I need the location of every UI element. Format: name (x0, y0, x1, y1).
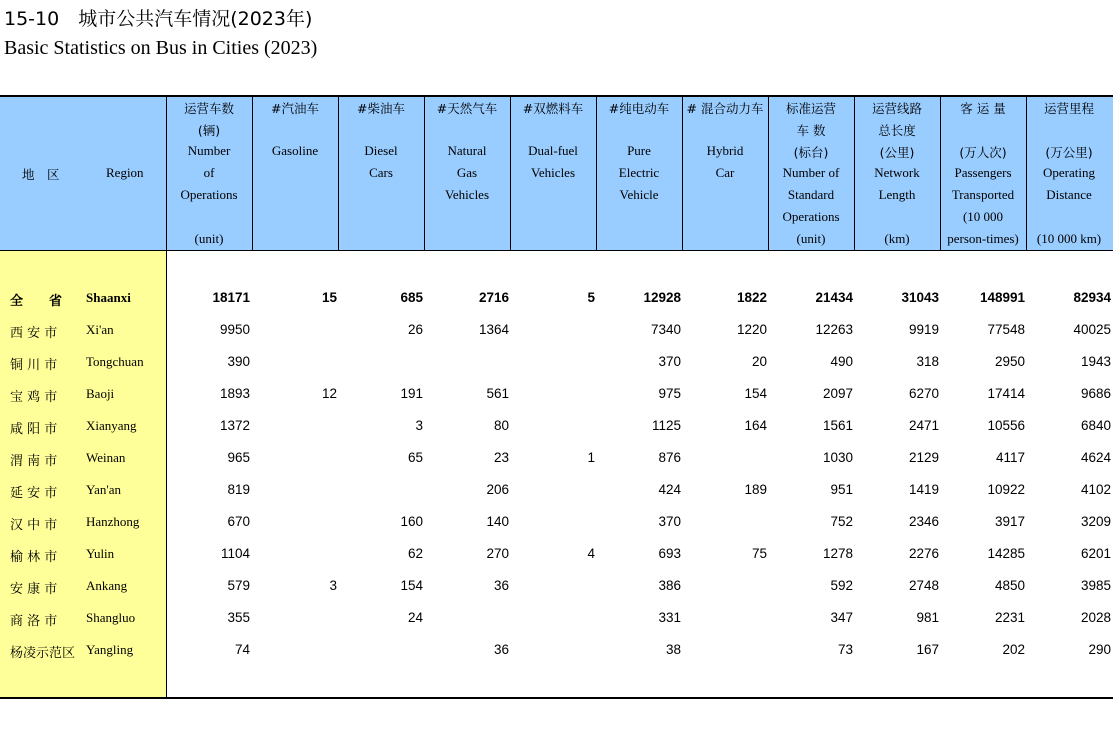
table-cell: 23 (493, 450, 509, 465)
column-header (596, 97, 682, 251)
table-cell: 14285 (987, 546, 1025, 561)
column-header-line: #柴油车 (357, 101, 405, 116)
column-header (510, 97, 596, 251)
column-header-line: (unit) (796, 231, 826, 246)
table-cell: 1419 (908, 482, 939, 497)
table-cell: 36 (493, 642, 509, 657)
table-cell: 36 (493, 578, 509, 593)
table-cell: 154 (744, 386, 767, 401)
table-cell: 9919 (908, 322, 939, 337)
table-cell: 579 (227, 578, 250, 593)
column-header-line: #双燃料车 (522, 101, 584, 116)
table-cell: 1943 (1080, 354, 1111, 369)
table-cell: 670 (227, 514, 250, 529)
table-cell: 981 (916, 610, 939, 625)
table-cell: 9686 (1080, 386, 1111, 401)
table-cell: 75 (751, 546, 767, 561)
page-title-chinese: 15-10 城市公共汽车情况(2023年) (4, 8, 313, 30)
table-cell: 12928 (643, 290, 681, 305)
column-header (854, 97, 940, 251)
table-cell: 6840 (1080, 418, 1111, 433)
region-name-cn: 榆 林 市 (10, 550, 58, 565)
region-name-en: Tongchuan (86, 354, 144, 369)
table-cell: 160 (400, 514, 423, 529)
column-header-line: 客 运 量 (960, 101, 1006, 116)
column-header-line: Transported (951, 187, 1015, 202)
column-header-line: Gas (456, 165, 478, 180)
region-name-cn: 铜 川 市 (10, 358, 58, 373)
column-header-line: 运营线路 (871, 101, 922, 116)
column-header-line: (km) (884, 231, 910, 246)
column-header (1026, 97, 1112, 251)
column-header-line: #天然气车 (436, 101, 498, 116)
table-cell: 2028 (1080, 610, 1111, 625)
table-cell: 1 (587, 450, 595, 465)
table-cell: 3 (329, 578, 337, 593)
table-row (0, 506, 1113, 538)
table-bottom-rule (0, 697, 1113, 699)
table-cell: 65 (407, 450, 423, 465)
table-cell: 4117 (995, 450, 1025, 465)
region-name-cn: 延 安 市 (10, 486, 58, 501)
table-cell: 73 (837, 642, 853, 657)
table-cell: 164 (744, 418, 767, 433)
table-cell: 2471 (908, 418, 939, 433)
column-header-line: Electric (618, 165, 660, 180)
table-row (0, 282, 1113, 314)
column-header-line: Pure (627, 143, 651, 158)
column-header-line: Standard (787, 187, 835, 202)
column-header-line: Cars (369, 165, 393, 180)
table-cell: 1278 (822, 546, 853, 561)
table-row (0, 442, 1113, 474)
table-row (0, 538, 1113, 570)
column-header-line: Network (874, 165, 920, 180)
table-cell: 1561 (822, 418, 853, 433)
region-header (0, 97, 166, 251)
table-cell: 148991 (979, 290, 1025, 305)
table-cell: 561 (486, 386, 509, 401)
table-row (0, 570, 1113, 602)
table-cell: 10556 (987, 418, 1025, 433)
column-header (424, 97, 510, 251)
column-header-line: of (203, 165, 215, 180)
table-cell: 6270 (908, 386, 939, 401)
table-cell: 3 (415, 418, 423, 433)
column-header-line: Dual-fuel (528, 143, 578, 158)
column-header-line: person-times) (947, 231, 1019, 246)
column-header-line: (公里) (879, 145, 915, 160)
column-header-line: 运营车数 (183, 101, 234, 116)
table-cell: 18171 (212, 290, 250, 305)
region-name-en: Shaanxi (86, 290, 131, 305)
column-header-line: (万公里) (1045, 145, 1093, 160)
table-cell: 3209 (1080, 514, 1111, 529)
table-cell: 1822 (736, 290, 767, 305)
region-name-en: Shangluo (86, 610, 136, 625)
table-cell: 1104 (220, 546, 250, 561)
region-name-cn: 杨凌示范区 (10, 646, 76, 661)
table-cell: 10922 (987, 482, 1025, 497)
column-header-line: Vehicles (444, 187, 490, 202)
column-header-line: #汽油车 (271, 101, 319, 116)
table-cell: 819 (227, 482, 250, 497)
table-cell: 17414 (987, 386, 1025, 401)
column-header-line: (10 000 km) (1036, 231, 1102, 246)
table-cell: 12 (321, 386, 337, 401)
table-cell: 4 (587, 546, 595, 561)
column-header-line: Diesel (364, 143, 398, 158)
column-header-line: (辆) (197, 123, 221, 138)
table-cell: 2748 (908, 578, 939, 593)
column-header-line: (标台) (793, 145, 829, 160)
table-row (0, 346, 1113, 378)
column-header-line: 标准运营 (785, 101, 836, 116)
table-cell: 167 (916, 642, 939, 657)
column-header-line: Natural (447, 143, 487, 158)
column-header-line: Number of (782, 165, 840, 180)
column-header-line: 车 数 (796, 123, 826, 138)
table-cell: 370 (658, 514, 681, 529)
table-cell: 490 (830, 354, 853, 369)
region-name-en: Baoji (86, 386, 115, 401)
column-header-line: 运营里程 (1043, 101, 1094, 116)
table-cell: 331 (658, 610, 681, 625)
table-cell: 5 (587, 290, 595, 305)
column-header-line: Car (715, 165, 735, 180)
column-header-line: # 混合动力车 (686, 101, 764, 116)
column-header (338, 97, 424, 251)
region-header-en: Region (106, 165, 144, 180)
region-name-cn: 西 安 市 (10, 326, 58, 341)
table-cell: 2231 (994, 610, 1025, 625)
table-cell: 24 (407, 610, 423, 625)
table-cell: 370 (658, 354, 681, 369)
table-cell: 951 (830, 482, 853, 497)
table-cell: 9950 (219, 322, 250, 337)
table-cell: 15 (321, 290, 337, 305)
table-cell: 693 (658, 546, 681, 561)
region-name-cn: 全 省 (10, 294, 63, 309)
table-cell: 592 (830, 578, 853, 593)
table-cell: 1220 (736, 322, 767, 337)
region-name-en: Yulin (86, 546, 115, 561)
column-header-line: (万人次) (959, 145, 1007, 160)
table-cell: 140 (486, 514, 509, 529)
table-cell: 74 (234, 642, 250, 657)
table-cell: 206 (486, 482, 509, 497)
table-cell: 355 (227, 610, 250, 625)
column-header-line: #纯电动车 (608, 101, 670, 116)
table-cell: 80 (493, 418, 509, 433)
table-cell: 4102 (1080, 482, 1111, 497)
region-name-en: Weinan (86, 450, 126, 465)
region-name-en: Hanzhong (86, 514, 140, 529)
table-row (0, 378, 1113, 410)
table-cell: 424 (658, 482, 681, 497)
table-cell: 1030 (822, 450, 853, 465)
table-cell: 26 (407, 322, 423, 337)
table-cell: 318 (916, 354, 939, 369)
table-cell: 4624 (1080, 450, 1111, 465)
column-header-line: (10 000 (962, 209, 1004, 224)
table-cell: 82934 (1073, 290, 1111, 305)
table-cell: 2346 (908, 514, 939, 529)
region-name-en: Yangling (86, 642, 134, 657)
table-cell: 685 (400, 290, 423, 305)
table-cell: 965 (227, 450, 250, 465)
table-cell: 77548 (987, 322, 1025, 337)
table-cell: 3917 (994, 514, 1025, 529)
column-header-line: Gasoline (271, 143, 319, 158)
table-cell: 2950 (994, 354, 1025, 369)
region-name-cn: 咸 阳 市 (10, 422, 58, 437)
column-header-line: Number (187, 143, 231, 158)
table-row (0, 474, 1113, 506)
region-name-en: Xi'an (86, 322, 114, 337)
table-cell: 20 (751, 354, 767, 369)
column-header (682, 97, 768, 251)
table-cell: 752 (830, 514, 853, 529)
table-cell: 1372 (219, 418, 250, 433)
region-name-en: Yan'an (86, 482, 121, 497)
table-cell: 4850 (994, 578, 1025, 593)
table-cell: 7340 (650, 322, 681, 337)
region-name-cn: 汉 中 市 (10, 518, 58, 533)
column-header-line: Vehicles (530, 165, 576, 180)
table-cell: 2716 (478, 290, 509, 305)
table-cell: 386 (658, 578, 681, 593)
table-cell: 40025 (1073, 322, 1111, 337)
table-cell: 21434 (815, 290, 853, 305)
table-cell: 154 (400, 578, 423, 593)
column-header-line: Passengers (954, 165, 1012, 180)
column-header-line: Vehicle (619, 187, 659, 202)
table-cell: 3985 (1080, 578, 1111, 593)
table-cell: 290 (1088, 642, 1111, 657)
column-header-line: (unit) (194, 231, 224, 246)
column-header-line: 总长度 (878, 123, 916, 138)
region-name-en: Ankang (86, 578, 128, 593)
table-cell: 2129 (908, 450, 939, 465)
page-title-english: Basic Statistics on Bus in Cities (2023) (4, 37, 318, 59)
table-cell: 191 (400, 386, 423, 401)
region-name-cn: 安 康 市 (10, 582, 58, 597)
table-row (0, 634, 1113, 666)
column-header-line: Length (878, 187, 916, 202)
column-header (768, 97, 854, 251)
region-name-cn: 商 洛 市 (10, 614, 58, 629)
table-cell: 12263 (815, 322, 853, 337)
table-cell: 1364 (478, 322, 509, 337)
table-cell: 347 (830, 610, 853, 625)
column-header (166, 97, 252, 251)
table-cell: 6201 (1080, 546, 1111, 561)
column-header-line: Operations (782, 209, 840, 224)
table-cell: 38 (665, 642, 681, 657)
table-row (0, 410, 1113, 442)
table-cell: 202 (1002, 642, 1025, 657)
column-header-line: Operations (180, 187, 238, 202)
table-cell: 270 (486, 546, 509, 561)
table-cell: 1893 (219, 386, 250, 401)
column-header-line: Operating (1043, 165, 1095, 180)
table-cell: 876 (658, 450, 681, 465)
region-name-cn: 宝 鸡 市 (10, 390, 58, 405)
region-header-cn: 地 区 (22, 167, 60, 182)
table-cell: 189 (744, 482, 767, 497)
table-cell: 2097 (822, 386, 853, 401)
table-cell: 2276 (908, 546, 939, 561)
column-header-line: Distance (1046, 187, 1092, 202)
table-cell: 1125 (651, 418, 681, 433)
region-name-cn: 渭 南 市 (10, 454, 58, 469)
table-cell: 975 (658, 386, 681, 401)
table-cell: 31043 (901, 290, 939, 305)
region-name-en: Xianyang (86, 418, 137, 433)
table-row (0, 314, 1113, 346)
column-header-line: Hybrid (706, 143, 744, 158)
table-cell: 390 (227, 354, 250, 369)
table-cell: 62 (407, 546, 423, 561)
column-header (940, 97, 1026, 251)
column-header (252, 97, 338, 251)
table-row (0, 602, 1113, 634)
